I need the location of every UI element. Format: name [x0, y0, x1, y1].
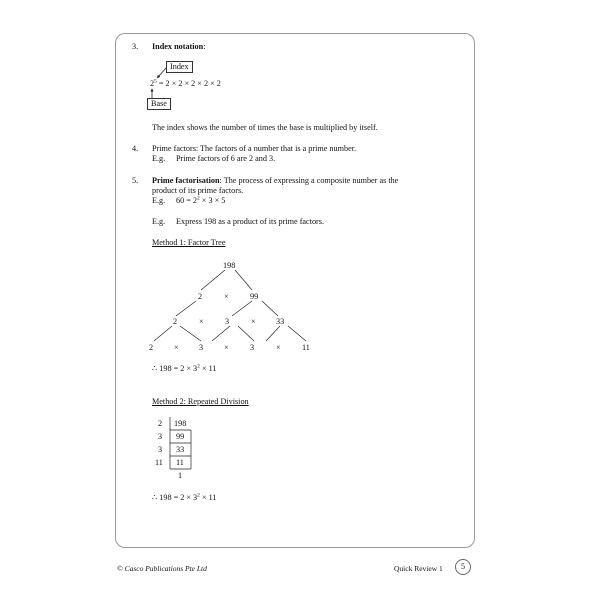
item-3-colon: :	[203, 42, 206, 51]
eg1-pre: 60 = 2	[176, 196, 197, 205]
item-5-eg2-text: Express 198 as a product of its prime factors.	[176, 217, 325, 226]
tree-l3-node: 11	[302, 343, 310, 352]
item-5-title: Prime factorisation	[152, 176, 220, 185]
tree-l1-node: 2	[198, 292, 203, 301]
index-expr-exponent: 5	[154, 78, 157, 85]
tree-l3-node: 3	[250, 343, 255, 352]
item-4-number: 4.	[132, 144, 139, 153]
tree-l1-times: ×	[224, 292, 229, 301]
tree-l2-node: 2	[173, 317, 178, 326]
division-dividend: 11	[176, 458, 184, 467]
index-expr-base: 2	[150, 79, 155, 88]
tree-l3-times: ×	[224, 343, 229, 352]
item-5-number: 5.	[132, 176, 139, 185]
division-dividend: 198	[174, 419, 187, 428]
division-dividend: 33	[176, 445, 185, 454]
index-expr-rest: = 2 × 2 × 2 × 2 × 2	[156, 79, 221, 88]
prime-factors-definition: Prime factors: The factors of a number that is a prime number.	[152, 144, 357, 153]
method-2-result	[152, 493, 217, 503]
m2-result-post: × 11	[199, 493, 217, 502]
method-2-title: Method 2: Repeated Division	[152, 397, 249, 406]
tree-l3-times: ×	[174, 343, 179, 352]
tree-l3-node: 3	[199, 343, 204, 352]
eg1-exp: 2	[197, 195, 200, 202]
item-5-eg2-label: E.g.	[152, 217, 166, 226]
eg1-post: × 3 × 5	[199, 196, 226, 205]
division-divisor: 3	[158, 445, 163, 454]
publisher-credit: © Casco Publications Pte Ltd	[117, 564, 207, 573]
item-4-eg-text: Prime factors of 6 are 2 and 3.	[176, 154, 276, 163]
division-divisor: 2	[158, 419, 163, 428]
base-label-box: Base	[147, 98, 171, 110]
m1-result-post: × 11	[199, 364, 217, 373]
tree-l3-times: ×	[276, 343, 281, 352]
division-divisor: 3	[158, 432, 163, 441]
division-dividend: 1	[178, 471, 183, 480]
index-explanation: The index shows the number of times the base is multiplied by itself.	[152, 123, 378, 132]
division-divisor: 11	[155, 458, 163, 467]
m2-result-exp: 2	[197, 492, 200, 499]
tree-l2-node: 3	[225, 317, 230, 326]
item-3-title: Index notation	[152, 42, 204, 51]
page-number-badge: 5	[455, 559, 471, 575]
tree-l1-node: 99	[250, 292, 259, 301]
item-5-eg-label: E.g.	[152, 196, 166, 205]
division-dividend: 99	[176, 432, 185, 441]
method-1-title: Method 1: Factor Tree	[152, 238, 226, 247]
tree-root: 198	[223, 261, 236, 270]
item-5-definition-2: product of its prime factors.	[152, 186, 244, 195]
index-label-box: Index	[166, 61, 193, 73]
tree-l2-times: ×	[251, 317, 256, 326]
m1-result-pre: ∴ 198 = 2 × 3	[152, 364, 198, 373]
tree-l2-node: 33	[276, 317, 285, 326]
tree-l2-times: ×	[199, 317, 204, 326]
tree-l3-node: 2	[149, 343, 154, 352]
item-5-definition-1: : The process of expressing a composite number as the	[219, 176, 399, 185]
item-4-eg-label: E.g.	[152, 154, 166, 163]
section-label: Quick Review 1	[394, 564, 443, 573]
item-3-number: 3.	[132, 42, 139, 51]
m1-result-exp: 2	[197, 363, 200, 370]
m2-result-pre: ∴ 198 = 2 × 3	[152, 493, 198, 502]
